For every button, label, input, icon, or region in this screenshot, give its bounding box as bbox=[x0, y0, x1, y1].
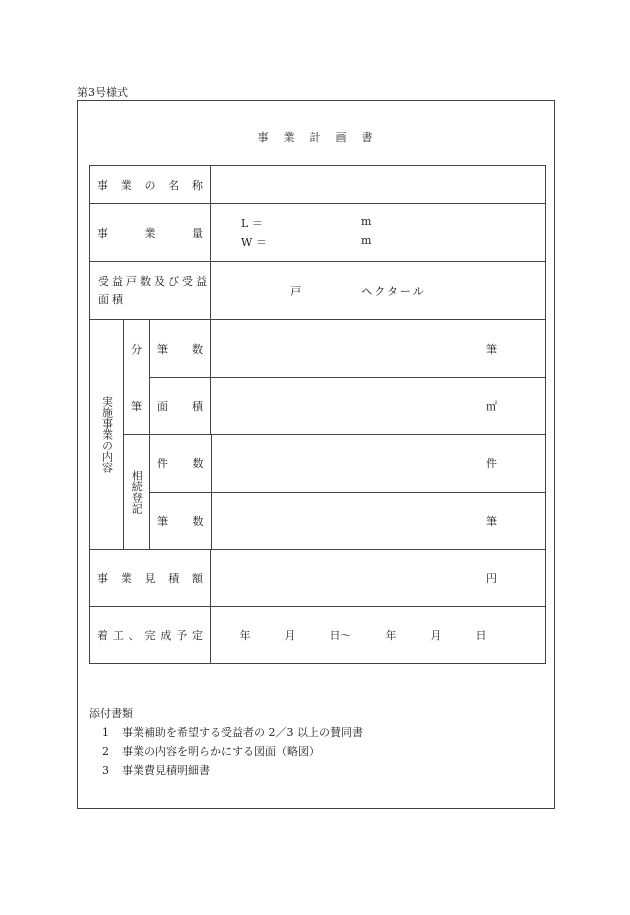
label-estimate: 事 業 見 積 額 bbox=[90, 550, 211, 607]
label-char: 量 bbox=[192, 226, 203, 240]
implementation-label: 実施事業の内容 bbox=[100, 396, 114, 473]
souzoku-label: 相続登記 bbox=[130, 470, 144, 514]
label-project-amount bbox=[90, 204, 211, 262]
label-bunpitsu-top: 分 bbox=[124, 320, 150, 378]
row-project-amount bbox=[90, 204, 546, 262]
attachment-item: 1 事業補助を希望する受益者の 2／3 以上の賛同書 bbox=[102, 726, 363, 739]
label-char: 事 bbox=[97, 178, 108, 192]
label-kensu: 件 数 bbox=[150, 435, 211, 492]
attachment-item: 2 事業の内容を明らかにする図面（略図） bbox=[102, 745, 320, 758]
row-impl-3 bbox=[90, 435, 546, 550]
souzoku-rows bbox=[150, 435, 546, 550]
form-number: 第3号様式 bbox=[77, 86, 128, 99]
label-hissu-2: 筆 数 bbox=[150, 492, 211, 549]
label-char: 事 bbox=[97, 226, 108, 240]
attachment-item: 3 事業費見積明細書 bbox=[102, 764, 210, 777]
row-estimate bbox=[90, 550, 546, 607]
label-hissu-1: 筆 数 bbox=[150, 320, 211, 378]
label-schedule: 着 工 、 完 成 予 定 bbox=[90, 607, 211, 664]
hissu-field-1[interactable]: 筆 bbox=[211, 320, 546, 378]
households-unit: 戸 bbox=[290, 284, 302, 298]
label-char: 称 bbox=[192, 178, 203, 192]
document-title: 事 業 計 画 書 bbox=[257, 131, 375, 144]
menseki-field[interactable]: ㎡ bbox=[211, 378, 546, 435]
length-label: L ＝ bbox=[241, 217, 263, 230]
hissu-field-2[interactable]: 筆 bbox=[486, 514, 498, 528]
project-amount-field[interactable] bbox=[211, 204, 546, 262]
label-souzoku bbox=[124, 435, 150, 550]
length-unit: m bbox=[361, 215, 372, 228]
label-char: 業 bbox=[120, 178, 132, 192]
row-project-name bbox=[90, 166, 546, 204]
row-impl-1 bbox=[90, 320, 546, 349]
label-beneficiary bbox=[90, 262, 211, 320]
label-char: の bbox=[144, 178, 156, 192]
width-label: W ＝ bbox=[241, 236, 267, 249]
kensu-field[interactable]: 件 bbox=[211, 435, 545, 492]
label-line: 受益戸数及び受益 bbox=[98, 274, 210, 288]
label-char: 名 bbox=[168, 178, 180, 192]
label-menseki: 面 積 bbox=[150, 378, 211, 435]
row-schedule bbox=[90, 607, 546, 664]
label-char: 業 bbox=[144, 226, 156, 240]
row-impl-2 bbox=[90, 378, 546, 435]
project-name-field[interactable] bbox=[211, 166, 546, 204]
width-unit: m bbox=[361, 234, 372, 247]
label-bunpitsu-bottom: 筆 bbox=[124, 378, 150, 435]
form-frame bbox=[77, 100, 555, 809]
label-line: 面積 bbox=[98, 292, 126, 306]
beneficiary-field[interactable] bbox=[211, 262, 546, 320]
estimate-field[interactable]: 円 bbox=[211, 550, 546, 607]
label-project-name bbox=[90, 166, 211, 204]
attachments-heading: 添付書類 bbox=[89, 707, 133, 720]
label-implementation bbox=[90, 320, 124, 550]
attachments bbox=[89, 704, 363, 780]
hectare-unit: ヘクタール bbox=[361, 284, 426, 298]
schedule-field[interactable]: 年 月 日〜 年 月 日 bbox=[211, 607, 546, 664]
plan-table bbox=[89, 165, 546, 664]
row-beneficiary bbox=[90, 262, 546, 320]
